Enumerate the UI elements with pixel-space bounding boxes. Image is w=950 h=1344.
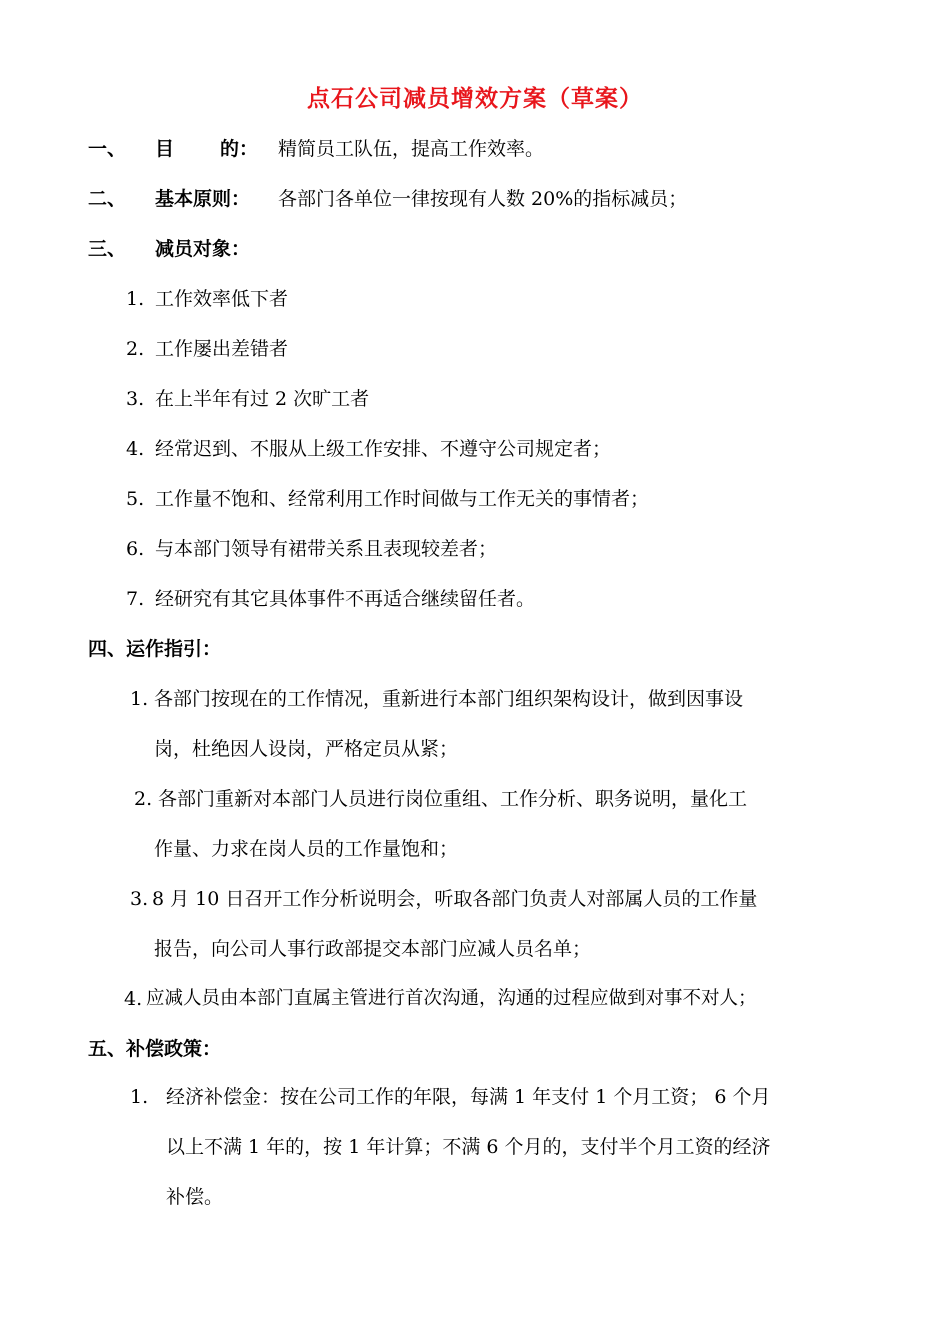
section4-heading: 四、运作指引： — [88, 638, 222, 660]
list-item-number: 2. — [126, 338, 145, 360]
list-item-line: 补偿。 — [166, 1186, 224, 1208]
list-item: 工作屡出差错者 — [155, 338, 289, 360]
section2-text: 各部门各单位一律按现有人数 20%的指标减员； — [278, 188, 688, 210]
list-item-number: 4. — [124, 988, 143, 1010]
list-item-line: 经济补偿金：按在公司工作的年限，每满 1 年支付 1 个月工资； 6 个月 — [166, 1086, 771, 1108]
list-item-number: 1. — [126, 288, 145, 310]
list-item-line: 岗，杜绝因人设岗，严格定员从紧； — [154, 738, 459, 760]
list-item-number: 4. — [126, 438, 145, 460]
list-item-number: 1. — [130, 688, 149, 710]
list-item: 经研究有其它具体事件不再适合继续留任者。 — [155, 588, 536, 610]
section1-text: 精简员工队伍，提高工作效率。 — [278, 138, 545, 160]
list-item: 在上半年有过 2 次旷工者 — [155, 388, 370, 410]
section5-heading: 五、补偿政策： — [88, 1038, 222, 1060]
list-item-number: 1. — [130, 1086, 149, 1108]
list-item-number: 3. — [126, 388, 145, 410]
list-item-line: 报告，向公司人事行政部提交本部门应减人员名单； — [154, 938, 592, 960]
list-item-number: 3. — [130, 888, 149, 910]
section2-label: 基本原则： — [155, 188, 251, 210]
list-item-number: 7. — [126, 588, 145, 610]
section1-label-a: 目 — [155, 138, 175, 160]
list-item: 经常迟到、不服从上级工作安排、不遵守公司规定者； — [155, 438, 612, 460]
section3-number: 三、 — [88, 238, 127, 260]
section1-label-b: 的： — [220, 138, 259, 160]
list-item-line: 作量、力求在岗人员的工作量饱和； — [154, 838, 459, 860]
section2-number: 二、 — [88, 188, 127, 210]
section1-number: 一、 — [88, 138, 127, 160]
list-item-line: 各部门重新对本部门人员进行岗位重组、工作分析、职务说明，量化工 — [158, 788, 748, 810]
list-item: 工作效率低下者 — [155, 288, 289, 310]
list-item-line: 8 月 10 日召开工作分析说明会，听取各部门负责人对部属人员的工作量 — [152, 888, 758, 910]
list-item-line: 各部门按现在的工作情况，重新进行本部门组织架构设计，做到因事设 — [154, 688, 744, 710]
section3-label: 减员对象： — [155, 238, 251, 260]
list-item-number: 2. — [134, 788, 153, 810]
list-item: 工作量不饱和、经常利用工作时间做与工作无关的事情者； — [155, 488, 650, 510]
list-item-number: 6. — [126, 538, 145, 560]
list-item-line: 以上不满 1 年的，按 1 年计算；不满 6 个月的，支付半个月工资的经济 — [166, 1136, 771, 1158]
list-item-line: 应减人员由本部门直属主管进行首次沟通，沟通的过程应做到对事不对人； — [146, 988, 757, 1009]
page-title: 点石公司减员增效方案（草案） — [307, 85, 643, 112]
list-item: 与本部门领导有裙带关系且表现较差者； — [155, 538, 498, 560]
list-item-number: 5. — [126, 488, 145, 510]
